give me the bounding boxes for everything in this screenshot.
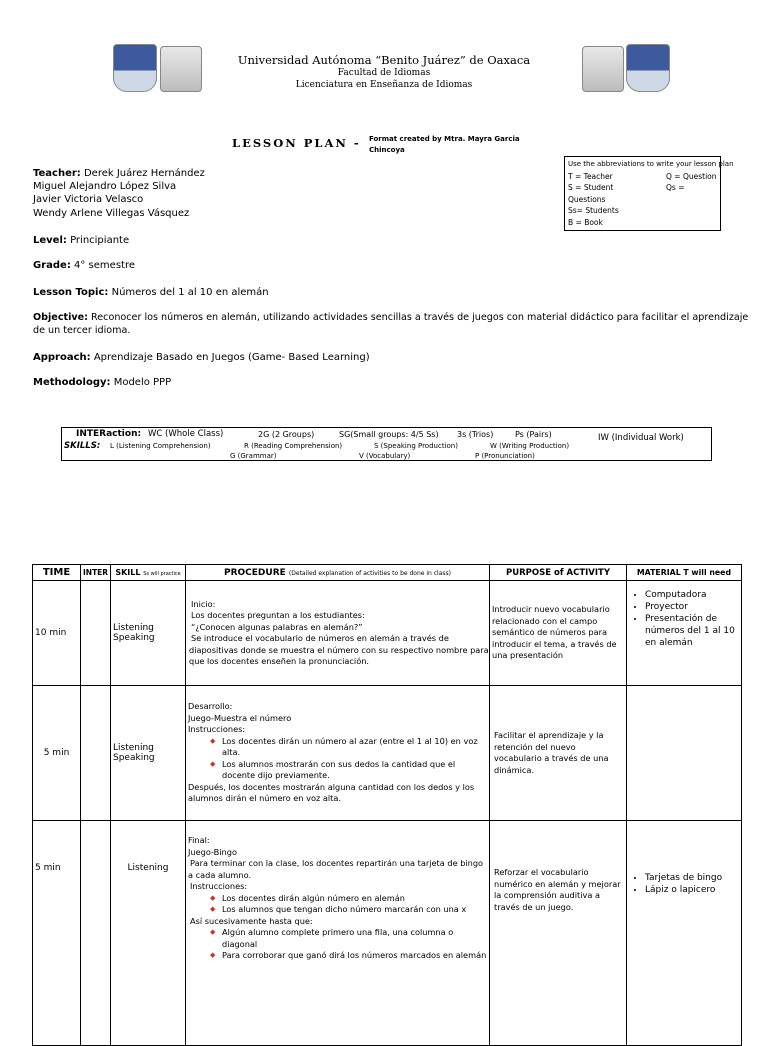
- inter-sg: SG(Small groups: 4/5 Ss): [339, 430, 439, 439]
- format-credit: Format created by Mtra. Mayra Garcia Chincoya: [369, 135, 520, 154]
- row2-purpose-3: vocabulario a través de una: [494, 753, 609, 763]
- list-item: ◆ Los alumnos que tengan dicho número marcarán con una x: [222, 904, 487, 916]
- row1-proc-4: Se introduce el vocabulario de números en alemán a través de: [191, 633, 449, 643]
- row2-bullets: [204, 736, 487, 782]
- row1-purpose-5: una presentación: [492, 650, 564, 661]
- title-main: LESSON PLAN -: [232, 136, 361, 150]
- col-time: TIME: [33, 565, 81, 581]
- abbr-qs: Qs =: [666, 183, 685, 192]
- row2-purpose-2: retención del nuevo: [494, 741, 576, 752]
- row3-purpose-3: la comprensión auditiva a: [494, 890, 600, 900]
- row1-proc-6: que los docentes enseñen la pronunciación.: [189, 656, 370, 666]
- objective-label: Objective:: [33, 312, 88, 323]
- skill-v: V (Vocabulary): [359, 452, 411, 460]
- lesson-table: [32, 564, 742, 1046]
- col-procedure-label: PROCEDURE: [223, 567, 286, 578]
- inter-wc: WC (Whole Class): [148, 429, 224, 439]
- inter-2g: 2G (2 Groups): [258, 430, 315, 439]
- skill-l: L (Listening Comprehension): [110, 442, 211, 450]
- row1-procedure: [186, 581, 490, 686]
- teacher-4: Wendy Arlene Villegas Vásquez: [33, 208, 190, 219]
- row1-purpose-3: semántico de números para: [492, 627, 607, 638]
- abbr-heading: Use the abbreviations to write your lesson plan: [568, 160, 734, 168]
- row3-material-list: [629, 872, 739, 896]
- list-item: ◆ Algún alumno complete primero una fila, una columna o diagonal: [222, 927, 487, 950]
- level-value: Principiante: [70, 235, 130, 246]
- interaction-label: INTERaction:: [76, 429, 142, 439]
- grade-value: 4° semestre: [74, 260, 135, 271]
- teacher-3: Javier Victoria Velasco: [33, 194, 144, 205]
- row1-skill-1: Listening: [113, 623, 154, 633]
- col-skill: [111, 565, 186, 581]
- skill-w: W (Writing Production): [490, 442, 570, 450]
- row2-inter: [81, 686, 111, 821]
- row1-proc-2: Los docentes preguntan a los estudiantes:: [191, 610, 365, 620]
- list-item: • Lápiz o lapicero: [645, 884, 739, 896]
- row3-material: [627, 821, 742, 1046]
- row2-proc-5: alumnos dirán el número en voz alta.: [188, 793, 341, 804]
- faculty-name: Facultad de Idiomas: [337, 68, 431, 78]
- row3-proc-1: Final:: [188, 835, 210, 845]
- teacher-1: Derek Juárez Hernández: [83, 168, 205, 179]
- col-inter: INTER: [81, 565, 111, 581]
- row3-proc-5: Instrucciones:: [190, 881, 248, 891]
- abbr-questions: Questions: [568, 194, 606, 204]
- row2-skill-2: Speaking: [113, 753, 155, 763]
- list-item: ◆ Los docentes dirán algún número en alemán: [222, 893, 487, 905]
- col-procedure-sub: (Detailed explanation of activities to be done in class): [288, 569, 451, 577]
- table-row: [33, 686, 742, 821]
- row1-material-list: [629, 589, 739, 649]
- row2-proc-1: Desarrollo:: [188, 701, 233, 712]
- topic-label: Lesson Topic:: [33, 287, 109, 298]
- topic-line: [33, 287, 269, 298]
- skill-g: G (Grammar): [230, 452, 277, 460]
- col-purpose: PURPOSE of ACTIVITY: [490, 565, 627, 581]
- row3-bullets: [204, 893, 487, 916]
- row3-bullets-2: [204, 927, 487, 962]
- row1-proc-3: “¿Conocen algunas palabras en alemán?”: [191, 621, 363, 632]
- teacher-line: [33, 168, 205, 179]
- row3-proc-6: Así sucesivamente hasta que:: [190, 915, 313, 926]
- col-material: MATERIAL T will need: [627, 565, 742, 581]
- university-name: Universidad Autónoma “Benito Juárez” de Oaxaca: [237, 53, 531, 67]
- level-label: Level:: [33, 235, 67, 246]
- abbr-book: B = Book: [568, 217, 603, 227]
- approach-value: Aprendizaje Basado en Juegos (Game- Based Learning): [93, 352, 370, 363]
- row3-purpose-2: numérico en alemán y mejorar: [494, 878, 621, 889]
- row3-purpose-1: Reforzar el vocabulario: [494, 867, 589, 877]
- row3-time: 5 min: [33, 821, 81, 1046]
- row2-purpose: [490, 686, 627, 821]
- approach-line: [33, 352, 370, 363]
- row1-purpose: [490, 581, 627, 686]
- list-item: • Computadora: [645, 589, 739, 601]
- abbr-student: S = Student: [568, 183, 614, 192]
- teacher-label: Teacher:: [33, 168, 81, 179]
- row1-purpose-2: relacionado con el campo: [492, 615, 598, 626]
- row2-material: [627, 686, 742, 821]
- abbr-teacher: T = Teacher: [568, 171, 613, 181]
- grade-label: Grade:: [33, 260, 71, 271]
- row1-material: [627, 581, 742, 686]
- row2-purpose-1: Facilitar el aprendizaje y la: [494, 730, 604, 740]
- row3-inter: [81, 821, 111, 1046]
- methodology-label: Methodology:: [33, 377, 111, 388]
- row2-purpose-4: dinámica.: [494, 764, 535, 775]
- table-header-row: [33, 565, 742, 581]
- row3-proc-4: a cada alumno.: [188, 869, 252, 880]
- row1-time: 10 min: [33, 581, 81, 686]
- row1-purpose-1: Introducir nuevo vocabulario: [492, 604, 610, 615]
- table-row: [33, 581, 742, 686]
- objective-text-2: de un tercer idioma.: [33, 325, 131, 336]
- list-item: ◆ Los alumnos mostrarán con sus dedos la cantidad que el docente dijo previamente.: [222, 759, 487, 782]
- objective-text-1: Reconocer los números en alemán, utilizando actividades sencillas a través de juegos con material didáctico para facilitar el aprendizaje: [91, 312, 749, 323]
- row2-proc-4: Después, los docentes mostrarán alguna cantidad con los dedos y los: [188, 781, 475, 792]
- row3-procedure: [186, 821, 490, 1046]
- row3-skill: [111, 821, 186, 1046]
- methodology-line: [33, 377, 171, 388]
- row3-proc-3: Para terminar con la clase, los docentes repartirán una tarjeta de bingo: [190, 858, 484, 868]
- col-skill-sub: Ss will practice: [143, 571, 181, 577]
- lesson-plan-title: [232, 132, 361, 151]
- row3-purpose-4: través de un juego.: [494, 901, 574, 912]
- table-row: [33, 821, 742, 1046]
- objective-line: [33, 312, 748, 323]
- row3-proc-2: Juego-Bingo: [188, 846, 237, 857]
- list-item: ◆ Los docentes dirán un número al azar (entre el 1 al 10) en voz alta.: [222, 736, 487, 759]
- level-line: [33, 235, 129, 246]
- abbr-students: Ss= Students: [568, 206, 619, 215]
- row1-proc-5: diapositivas donde se muestra el número con su respectivo nombre para: [189, 644, 489, 655]
- abbreviations-box: [564, 156, 734, 231]
- row2-skill: [111, 686, 186, 821]
- skill-s: S (Speaking Production): [374, 442, 458, 450]
- row2-proc-2: Juego-Muestra el número: [188, 712, 292, 723]
- row1-proc-1: Inicio:: [191, 598, 216, 609]
- row2-procedure: [186, 686, 490, 821]
- program-name: Licenciatura en Enseñanza de Idiomas: [295, 80, 473, 90]
- abbr-question: Q = Question: [666, 171, 717, 181]
- row3-skill-1: Listening: [127, 863, 169, 873]
- row1-inter: [81, 581, 111, 686]
- row1-skill: [111, 581, 186, 686]
- skills-label: SKILLS:: [64, 441, 101, 451]
- teacher-2: Miguel Alejandro López Silva: [33, 181, 177, 192]
- grade-line: [33, 260, 135, 271]
- row1-skill-2: Speaking: [113, 633, 155, 643]
- row2-skill-1: Listening: [113, 743, 154, 753]
- row1-purpose-4: introducir el tema, a través de: [492, 638, 617, 649]
- list-item: • Presentación de números del 1 al 10 en alemán: [645, 613, 739, 649]
- approach-label: Approach:: [33, 352, 91, 363]
- list-item: • Proyector: [645, 601, 739, 613]
- interaction-skills-box: [61, 427, 712, 461]
- list-item: ◆ Para corroborar que ganó dirá los números marcados en alemán: [222, 950, 487, 962]
- inter-pairs: Ps (Pairs): [515, 430, 552, 439]
- col-skill-label: SKILL: [115, 568, 141, 577]
- row2-proc-3: Instrucciones:: [188, 724, 246, 735]
- skill-r: R (Reading Comprehension): [244, 442, 343, 450]
- row2-time: 5 min: [33, 686, 81, 821]
- row3-purpose: [490, 821, 627, 1046]
- inter-trios: 3s (Trios): [457, 430, 494, 439]
- skill-p: P (Pronunciation): [475, 452, 535, 460]
- col-procedure: [186, 565, 490, 581]
- methodology-value: Modelo PPP: [113, 377, 172, 388]
- list-item: • Tarjetas de bingo: [645, 872, 739, 884]
- topic-value: Números del 1 al 10 en alemán: [111, 287, 269, 298]
- inter-iw: IW (Individual Work): [598, 433, 684, 443]
